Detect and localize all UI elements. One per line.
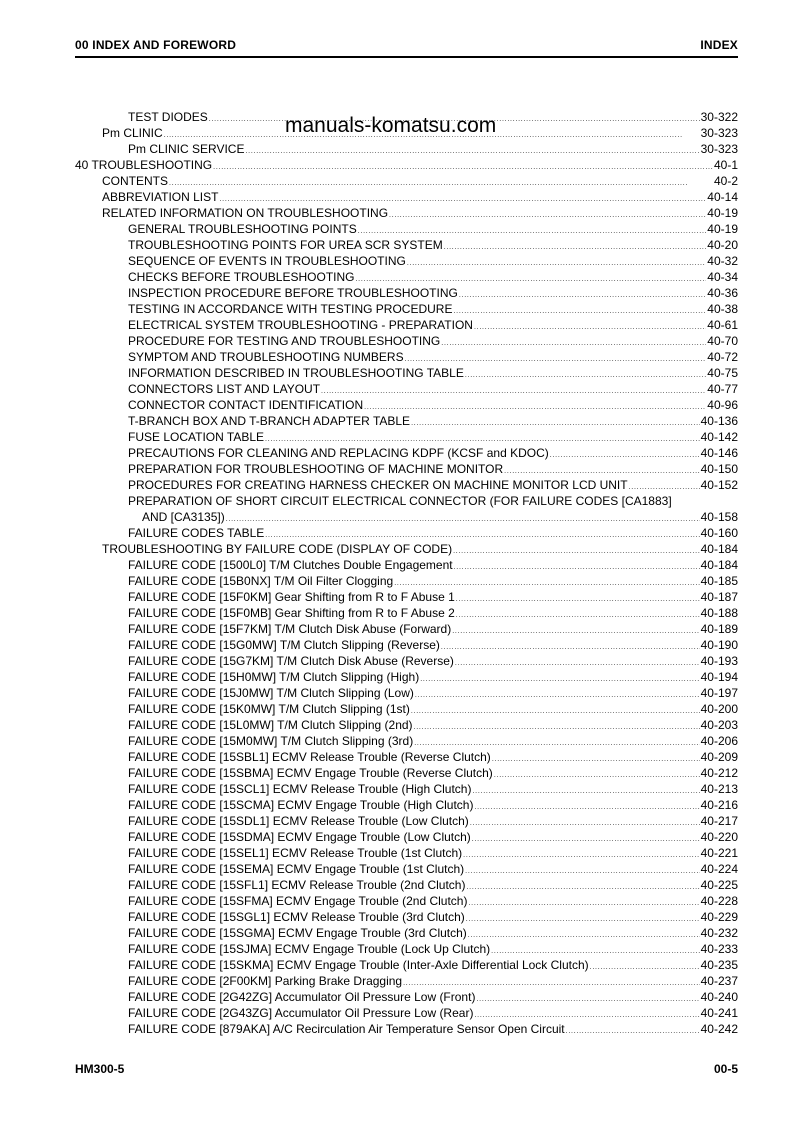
toc-entry-title: SEQUENCE OF EVENTS IN TROUBLESHOOTING — [128, 254, 406, 268]
toc-entry[interactable] — [75, 557, 738, 573]
toc-entry[interactable] — [75, 861, 738, 877]
toc-entry-title: FAILURE CODE [15M0MW] T/M Clutch Slipping (3rd) — [128, 734, 414, 748]
toc-entry-page: 40-75 — [707, 366, 738, 380]
toc-entry-page: 40-136 — [700, 414, 738, 428]
toc-entry-title: FAILURE CODE [15SGL1] ECMV Release Trouble (3rd Clutch) — [128, 910, 465, 924]
toc-entry[interactable] — [75, 253, 738, 269]
toc-entry[interactable] — [75, 989, 738, 1005]
toc-entry-title: FAILURE CODE [2F00KM] Parking Brake Dragging — [128, 974, 403, 988]
toc-entry-title: PRECAUTIONS FOR CLEANING AND REPLACING KDPF (KCSF and KDOC) — [128, 446, 549, 460]
toc-entry-page: 40-184 — [700, 542, 738, 556]
toc-entry[interactable] — [75, 109, 738, 125]
toc-entry-page: 40-213 — [700, 782, 738, 796]
toc-entry-title: Pm CLINIC — [102, 126, 163, 140]
toc-entry-page: 40-240 — [700, 990, 738, 1004]
toc-entry[interactable] — [75, 893, 738, 909]
model-footer: HM300-5 — [75, 1062, 125, 1076]
toc-entry[interactable] — [75, 317, 738, 333]
toc-entry-page: 40-233 — [700, 942, 738, 956]
toc-entry-title: FAILURE CODE [15F0MB] Gear Shifting from R to F Abuse 2 — [128, 606, 455, 620]
toc-entry-page: 40-190 — [700, 638, 738, 652]
toc-entry[interactable] — [75, 701, 738, 717]
toc-entry-page: 40-241 — [700, 1006, 738, 1020]
watermark: manuals-komatsu.com — [285, 114, 497, 137]
toc-entry-page: 40-32 — [707, 254, 738, 268]
dot-leader — [566, 1021, 700, 1040]
toc-entry-title: FAILURE CODE [879AKA] A/C Recirculation Air Temperature Sensor Open Circuit — [128, 1022, 565, 1036]
toc-entry[interactable] — [75, 509, 738, 525]
toc-entry-page: 40-34 — [707, 270, 738, 284]
toc-entry-title: INFORMATION DESCRIBED IN TROUBLESHOOTING TABLE — [128, 366, 464, 380]
toc-entry-page: 40-216 — [700, 798, 738, 812]
toc-entry-title: INSPECTION PROCEDURE BEFORE TROUBLESHOOTING — [128, 286, 458, 300]
toc-entry-title: T-BRANCH BOX AND T-BRANCH ADAPTER TABLE — [128, 414, 411, 428]
toc-entry-title: Pm CLINIC SERVICE — [128, 142, 245, 156]
toc-entry[interactable] — [75, 797, 738, 813]
toc-entry-title: CONNECTOR CONTACT IDENTIFICATION — [128, 398, 364, 412]
toc-entry-page: 40-217 — [700, 814, 738, 828]
table-of-contents — [75, 109, 738, 1037]
toc-entry[interactable] — [75, 365, 738, 381]
toc-entry-page: 40-197 — [700, 686, 738, 700]
toc-entry[interactable] — [75, 333, 738, 349]
toc-entry-title: FAILURE CODE [15H0MW] T/M Clutch Slipping (High) — [128, 670, 420, 684]
toc-entry[interactable] — [75, 429, 738, 445]
toc-entry-page: 40-72 — [707, 350, 738, 364]
toc-entry-page: 40-225 — [700, 878, 738, 892]
toc-entry-page: 40-188 — [700, 606, 738, 620]
toc-entry-title: AND [CA3135]) — [142, 510, 225, 524]
toc-entry-title: FAILURE CODE [2G42ZG] Accumulator Oil Pressure Low (Front) — [128, 990, 476, 1004]
toc-entry[interactable] — [75, 589, 738, 605]
toc-entry-page: 40-221 — [700, 846, 738, 860]
toc-entry-title: TEST DIODES — [128, 110, 208, 124]
toc-entry-title: FAILURE CODE [15SEMA] ECMV Engage Trouble (1st Clutch) — [128, 862, 465, 876]
toc-entry-title: CONNECTORS LIST AND LAYOUT — [128, 382, 321, 396]
toc-entry-title: FAILURE CODE [1500L0] T/M Clutches Double Engagement — [128, 558, 453, 572]
toc-entry-title: CHECKS BEFORE TROUBLESHOOTING — [128, 270, 355, 284]
toc-entry[interactable] — [75, 1021, 738, 1037]
toc-entry-page: 40-70 — [707, 334, 738, 348]
toc-entry-page: 40-237 — [700, 974, 738, 988]
toc-entry-title: 40 TROUBLESHOOTING — [75, 158, 213, 172]
toc-entry-title: FAILURE CODE [2G43ZG] Accumulator Oil Pressure Low (Rear) — [128, 1006, 474, 1020]
toc-entry-page: 40-212 — [700, 766, 738, 780]
index-header: INDEX — [700, 38, 738, 52]
toc-entry-page: 40-150 — [700, 462, 738, 476]
toc-entry-page: 40-187 — [700, 590, 738, 604]
toc-entry[interactable] — [75, 877, 738, 893]
toc-entry[interactable] — [75, 733, 738, 749]
toc-entry[interactable] — [75, 237, 738, 253]
toc-entry[interactable] — [75, 637, 738, 653]
toc-entry[interactable] — [75, 685, 738, 701]
toc-entry-title: FAILURE CODE [15SJMA] ECMV Engage Trouble (Lock Up Clutch) — [128, 942, 491, 956]
toc-entry[interactable] — [75, 525, 738, 541]
toc-entry-title: FAILURE CODE [15J0MW] T/M Clutch Slipping (Low) — [128, 686, 414, 700]
toc-entry-page: 30-322 — [700, 110, 738, 124]
toc-entry-page: 40-14 — [707, 190, 738, 204]
toc-entry[interactable] — [75, 221, 738, 237]
toc-entry-title: FAILURE CODE [15SGMA] ECMV Engage Trouble (3rd Clutch) — [128, 926, 467, 940]
toc-entry-title: FAILURE CODE [15G7KM] T/M Clutch Disk Abuse (Reverse) — [128, 654, 454, 668]
toc-entry-page: 40-146 — [700, 446, 738, 460]
toc-entry-page: 40-242 — [700, 1022, 738, 1036]
toc-entry-title: FAILURE CODE [15SCL1] ECMV Release Trouble (High Clutch) — [128, 782, 472, 796]
toc-entry[interactable] — [75, 765, 738, 781]
toc-entry-title: GENERAL TROUBLESHOOTING POINTS — [128, 222, 357, 236]
toc-entry-page: 30-323 — [700, 126, 738, 140]
toc-entry[interactable] — [75, 925, 738, 941]
toc-entry-title: FAILURE CODE [15SFMA] ECMV Engage Trouble (2nd Clutch) — [128, 894, 468, 908]
toc-entry[interactable] — [75, 621, 738, 637]
toc-entry[interactable] — [75, 493, 738, 509]
toc-entry-title: TESTING IN ACCORDANCE WITH TESTING PROCEDURE — [128, 302, 453, 316]
toc-entry[interactable] — [75, 413, 738, 429]
toc-entry-page: 40-224 — [700, 862, 738, 876]
toc-entry-title: FAILURE CODE [15SDL1] ECMV Release Trouble (Low Clutch) — [128, 814, 469, 828]
toc-entry-page: 40-20 — [707, 238, 738, 252]
toc-entry-page: 40-96 — [707, 398, 738, 412]
toc-entry-title: FAILURE CODE [15SFL1] ECMV Release Trouble (2nd Clutch) — [128, 878, 466, 892]
toc-entry-page: 40-38 — [707, 302, 738, 316]
toc-entry-title: TROUBLESHOOTING POINTS FOR UREA SCR SYSTEM — [128, 238, 443, 252]
toc-entry-page: 40-235 — [700, 958, 738, 972]
toc-entry-title: FUSE LOCATION TABLE — [128, 430, 265, 444]
toc-entry[interactable] — [75, 957, 738, 973]
toc-entry[interactable] — [75, 1005, 738, 1021]
toc-entry[interactable] — [75, 461, 738, 477]
toc-entry-page: 40-206 — [700, 734, 738, 748]
toc-entry-page: 40-158 — [700, 510, 738, 524]
toc-entry-page: 40-77 — [707, 382, 738, 396]
header-rule — [75, 56, 738, 58]
toc-entry-title: FAILURE CODE [15L0MW] T/M Clutch Slipping (2nd) — [128, 718, 413, 732]
toc-entry-page: 40-209 — [700, 750, 738, 764]
toc-entry-page: 40-200 — [700, 702, 738, 716]
toc-entry-title: FAILURE CODES TABLE — [128, 526, 265, 540]
toc-entry[interactable] — [75, 845, 738, 861]
toc-entry[interactable] — [75, 781, 738, 797]
toc-entry-title: RELATED INFORMATION ON TROUBLESHOOTING — [102, 206, 389, 220]
toc-entry[interactable] — [75, 605, 738, 621]
toc-entry[interactable] — [75, 397, 738, 413]
toc-entry-title: FAILURE CODE [15B0NX] T/M Oil Filter Clogging — [128, 574, 394, 588]
toc-entry[interactable] — [75, 141, 738, 157]
toc-entry[interactable] — [75, 717, 738, 733]
toc-entry-page: 40-232 — [700, 926, 738, 940]
toc-entry-title: ELECTRICAL SYSTEM TROUBLESHOOTING - PREPARATION — [128, 318, 473, 332]
toc-entry[interactable] — [75, 829, 738, 845]
toc-entry[interactable] — [75, 173, 738, 189]
toc-entry-title: TROUBLESHOOTING BY FAILURE CODE (DISPLAY OF CODE) — [102, 542, 453, 556]
toc-entry[interactable] — [75, 125, 738, 141]
toc-entry-page: 40-228 — [700, 894, 738, 908]
toc-entry-page: 40-61 — [707, 318, 738, 332]
toc-entry[interactable] — [75, 301, 738, 317]
toc-entry[interactable] — [75, 653, 738, 669]
toc-entry[interactable] — [75, 669, 738, 685]
toc-entry-page: 40-189 — [700, 622, 738, 636]
toc-entry-page: 40-220 — [700, 830, 738, 844]
toc-entry-page: 40-19 — [707, 222, 738, 236]
toc-entry[interactable] — [75, 749, 738, 765]
toc-entry-page: 40-185 — [700, 574, 738, 588]
toc-entry-title: FAILURE CODE [15SBMA] ECMV Engage Trouble (Reverse Clutch) — [128, 766, 493, 780]
toc-entry-title: FAILURE CODE [15F0KM] Gear Shifting from R to F Abuse 1 — [128, 590, 455, 604]
toc-entry-title: SYMPTOM AND TROUBLESHOOTING NUMBERS — [128, 350, 404, 364]
toc-entry-title: PREPARATION FOR TROUBLESHOOTING OF MACHINE MONITOR — [128, 462, 504, 476]
toc-entry[interactable] — [75, 813, 738, 829]
toc-entry-page: 40-2 — [713, 174, 738, 188]
toc-entry-page: 40-36 — [707, 286, 738, 300]
toc-entry[interactable] — [75, 941, 738, 957]
toc-entry[interactable] — [75, 189, 738, 205]
toc-entry[interactable] — [75, 205, 738, 221]
toc-entry[interactable] — [75, 445, 738, 461]
toc-entry[interactable] — [75, 157, 738, 173]
toc-entry[interactable] — [75, 573, 738, 589]
toc-entry-title: PROCEDURES FOR CREATING HARNESS CHECKER ON MACHINE MONITOR LCD UNIT — [128, 478, 628, 492]
toc-entry-title: FAILURE CODE [15G0MW] T/M Clutch Slipping (Reverse) — [128, 638, 440, 652]
toc-entry-title: PREPARATION OF SHORT CIRCUIT ELECTRICAL CONNECTOR (FOR FAILURE CODES [CA1883] — [128, 494, 672, 508]
toc-entry-page: 40-203 — [700, 718, 738, 732]
toc-entry-title: PROCEDURE FOR TESTING AND TROUBLESHOOTING — [128, 334, 441, 348]
page-number-footer: 00-5 — [713, 1062, 738, 1076]
toc-entry[interactable] — [75, 973, 738, 989]
toc-entry-title: FAILURE CODE [15F7KM] T/M Clutch Disk Abuse (Forward) — [128, 622, 452, 636]
toc-entry-page: 40-142 — [700, 430, 738, 444]
toc-entry-title: FAILURE CODE [15SDMA] ECMV Engage Trouble (Low Clutch) — [128, 830, 471, 844]
toc-entry-title: FAILURE CODE [15SKMA] ECMV Engage Trouble (Inter-Axle Differential Lock Clutch) — [128, 958, 589, 972]
toc-entry-page: 40-19 — [707, 206, 738, 220]
section-header: 00 INDEX AND FOREWORD — [75, 38, 237, 52]
toc-entry-page: 40-1 — [713, 158, 738, 172]
toc-entry-title: FAILURE CODE [15SEL1] ECMV Release Trouble (1st Clutch) — [128, 846, 463, 860]
toc-entry[interactable] — [75, 269, 738, 285]
toc-entry-page: 40-229 — [700, 910, 738, 924]
toc-entry-page: 40-160 — [700, 526, 738, 540]
toc-entry-title: FAILURE CODE [15SBL1] ECMV Release Trouble (Reverse Clutch) — [128, 750, 491, 764]
toc-entry[interactable] — [75, 285, 738, 301]
toc-entry-page: 40-194 — [700, 670, 738, 684]
toc-entry[interactable] — [75, 349, 738, 365]
toc-entry-page: 30-323 — [700, 142, 738, 156]
toc-entry[interactable] — [75, 541, 738, 557]
toc-entry-title: ABBREVIATION LIST — [102, 190, 219, 204]
toc-entry[interactable] — [75, 381, 738, 397]
toc-entry-page: 40-152 — [700, 478, 738, 492]
toc-entry[interactable] — [75, 909, 738, 925]
toc-entry-title: FAILURE CODE [15SCMA] ECMV Engage Trouble (High Clutch) — [128, 798, 474, 812]
toc-entry-page: 40-193 — [700, 654, 738, 668]
toc-entry[interactable] — [75, 477, 738, 493]
toc-entry-title: FAILURE CODE [15K0MW] T/M Clutch Slipping (1st) — [128, 702, 410, 716]
toc-entry-page: 40-184 — [700, 558, 738, 572]
toc-entry-title: CONTENTS — [102, 174, 168, 188]
